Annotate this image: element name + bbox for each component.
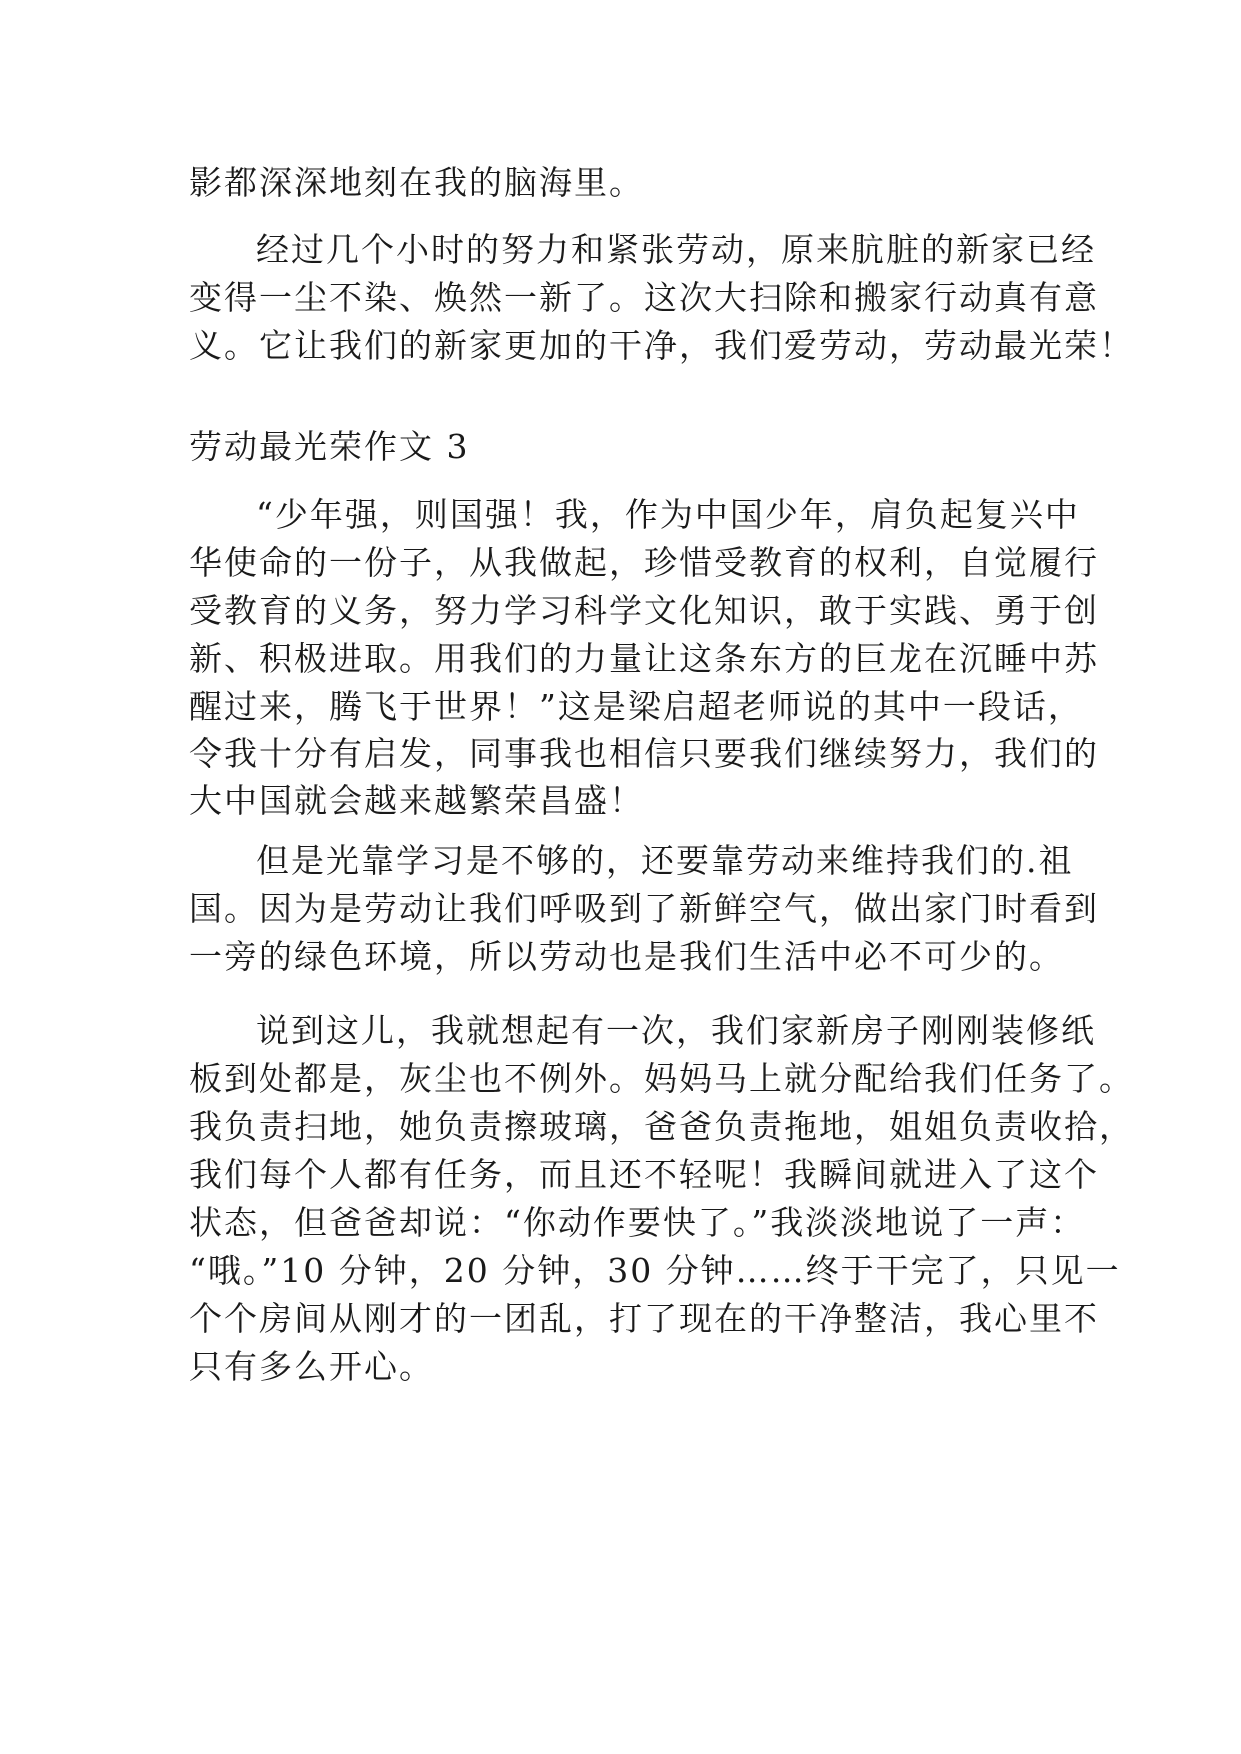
paragraph-line: 经过几个小时的努力和紧张劳动，原来肮脏的新家已经 [256, 230, 1096, 269]
paragraph-line: 我负责扫地，她负责擦玻璃，爸爸负责拖地，姐姐负责收拾， [189, 1107, 1134, 1146]
paragraph-line: 变得一尘不染、焕然一新了。这次大扫除和搬家行动真有意 [189, 278, 1099, 317]
paragraph-line: “哦。”10 分钟，20 分钟，30 分钟……终于干完了，只见一 [189, 1251, 1121, 1290]
paragraph-line: 令我十分有启发，同事我也相信只要我们继续努力，我们的 [189, 734, 1099, 773]
paragraph-line: 新、积极进取。用我们的力量让这条东方的巨龙在沉睡中苏 [189, 639, 1099, 678]
paragraph-line: 华使命的一份子，从我做起，珍惜受教育的权利，自觉履行 [189, 543, 1099, 582]
paragraph-line: 说到这儿，我就想起有一次，我们家新房子刚刚装修纸 [256, 1011, 1096, 1050]
paragraph-line: 状态，但爸爸却说：“你动作要快了。”我淡淡地说了一声： [189, 1203, 1086, 1242]
paragraph-line: “少年强，则国强！我，作为中国少年，肩负起复兴中 [256, 495, 1080, 534]
paragraph-line: 我们每个人都有任务，而且还不轻呢！我瞬间就进入了这个 [189, 1155, 1099, 1194]
section-heading: 劳动最光荣作文 3 [189, 427, 470, 466]
paragraph-line: 义。它让我们的新家更加的干净，我们爱劳动，劳动最光荣！ [189, 326, 1134, 365]
paragraph-line: 国。因为是劳动让我们呼吸到了新鲜空气，做出家门时看到 [189, 889, 1099, 928]
paragraph-line: 受教育的义务，努力学习科学文化知识，敢于实践、勇于创 [189, 591, 1099, 630]
paragraph-line: 影都深深地刻在我的脑海里。 [189, 163, 644, 202]
paragraph-line: 板到处都是，灰尘也不例外。妈妈马上就分配给我们任务了。 [189, 1059, 1134, 1098]
paragraph-line: 醒过来，腾飞于世界！”这是梁启超老师说的其中一段话， [189, 687, 1083, 726]
paragraph-line: 个个房间从刚才的一团乱，打了现在的干净整洁，我心里不 [189, 1299, 1099, 1338]
paragraph-line: 只有多么开心。 [189, 1347, 434, 1386]
paragraph-line: 一旁的绿色环境，所以劳动也是我们生活中必不可少的。 [189, 937, 1064, 976]
paragraph-line: 大中国就会越来越繁荣昌盛！ [189, 781, 644, 820]
paragraph-line: 但是光靠学习是不够的，还要靠劳动来维持我们的.祖 [256, 841, 1074, 880]
